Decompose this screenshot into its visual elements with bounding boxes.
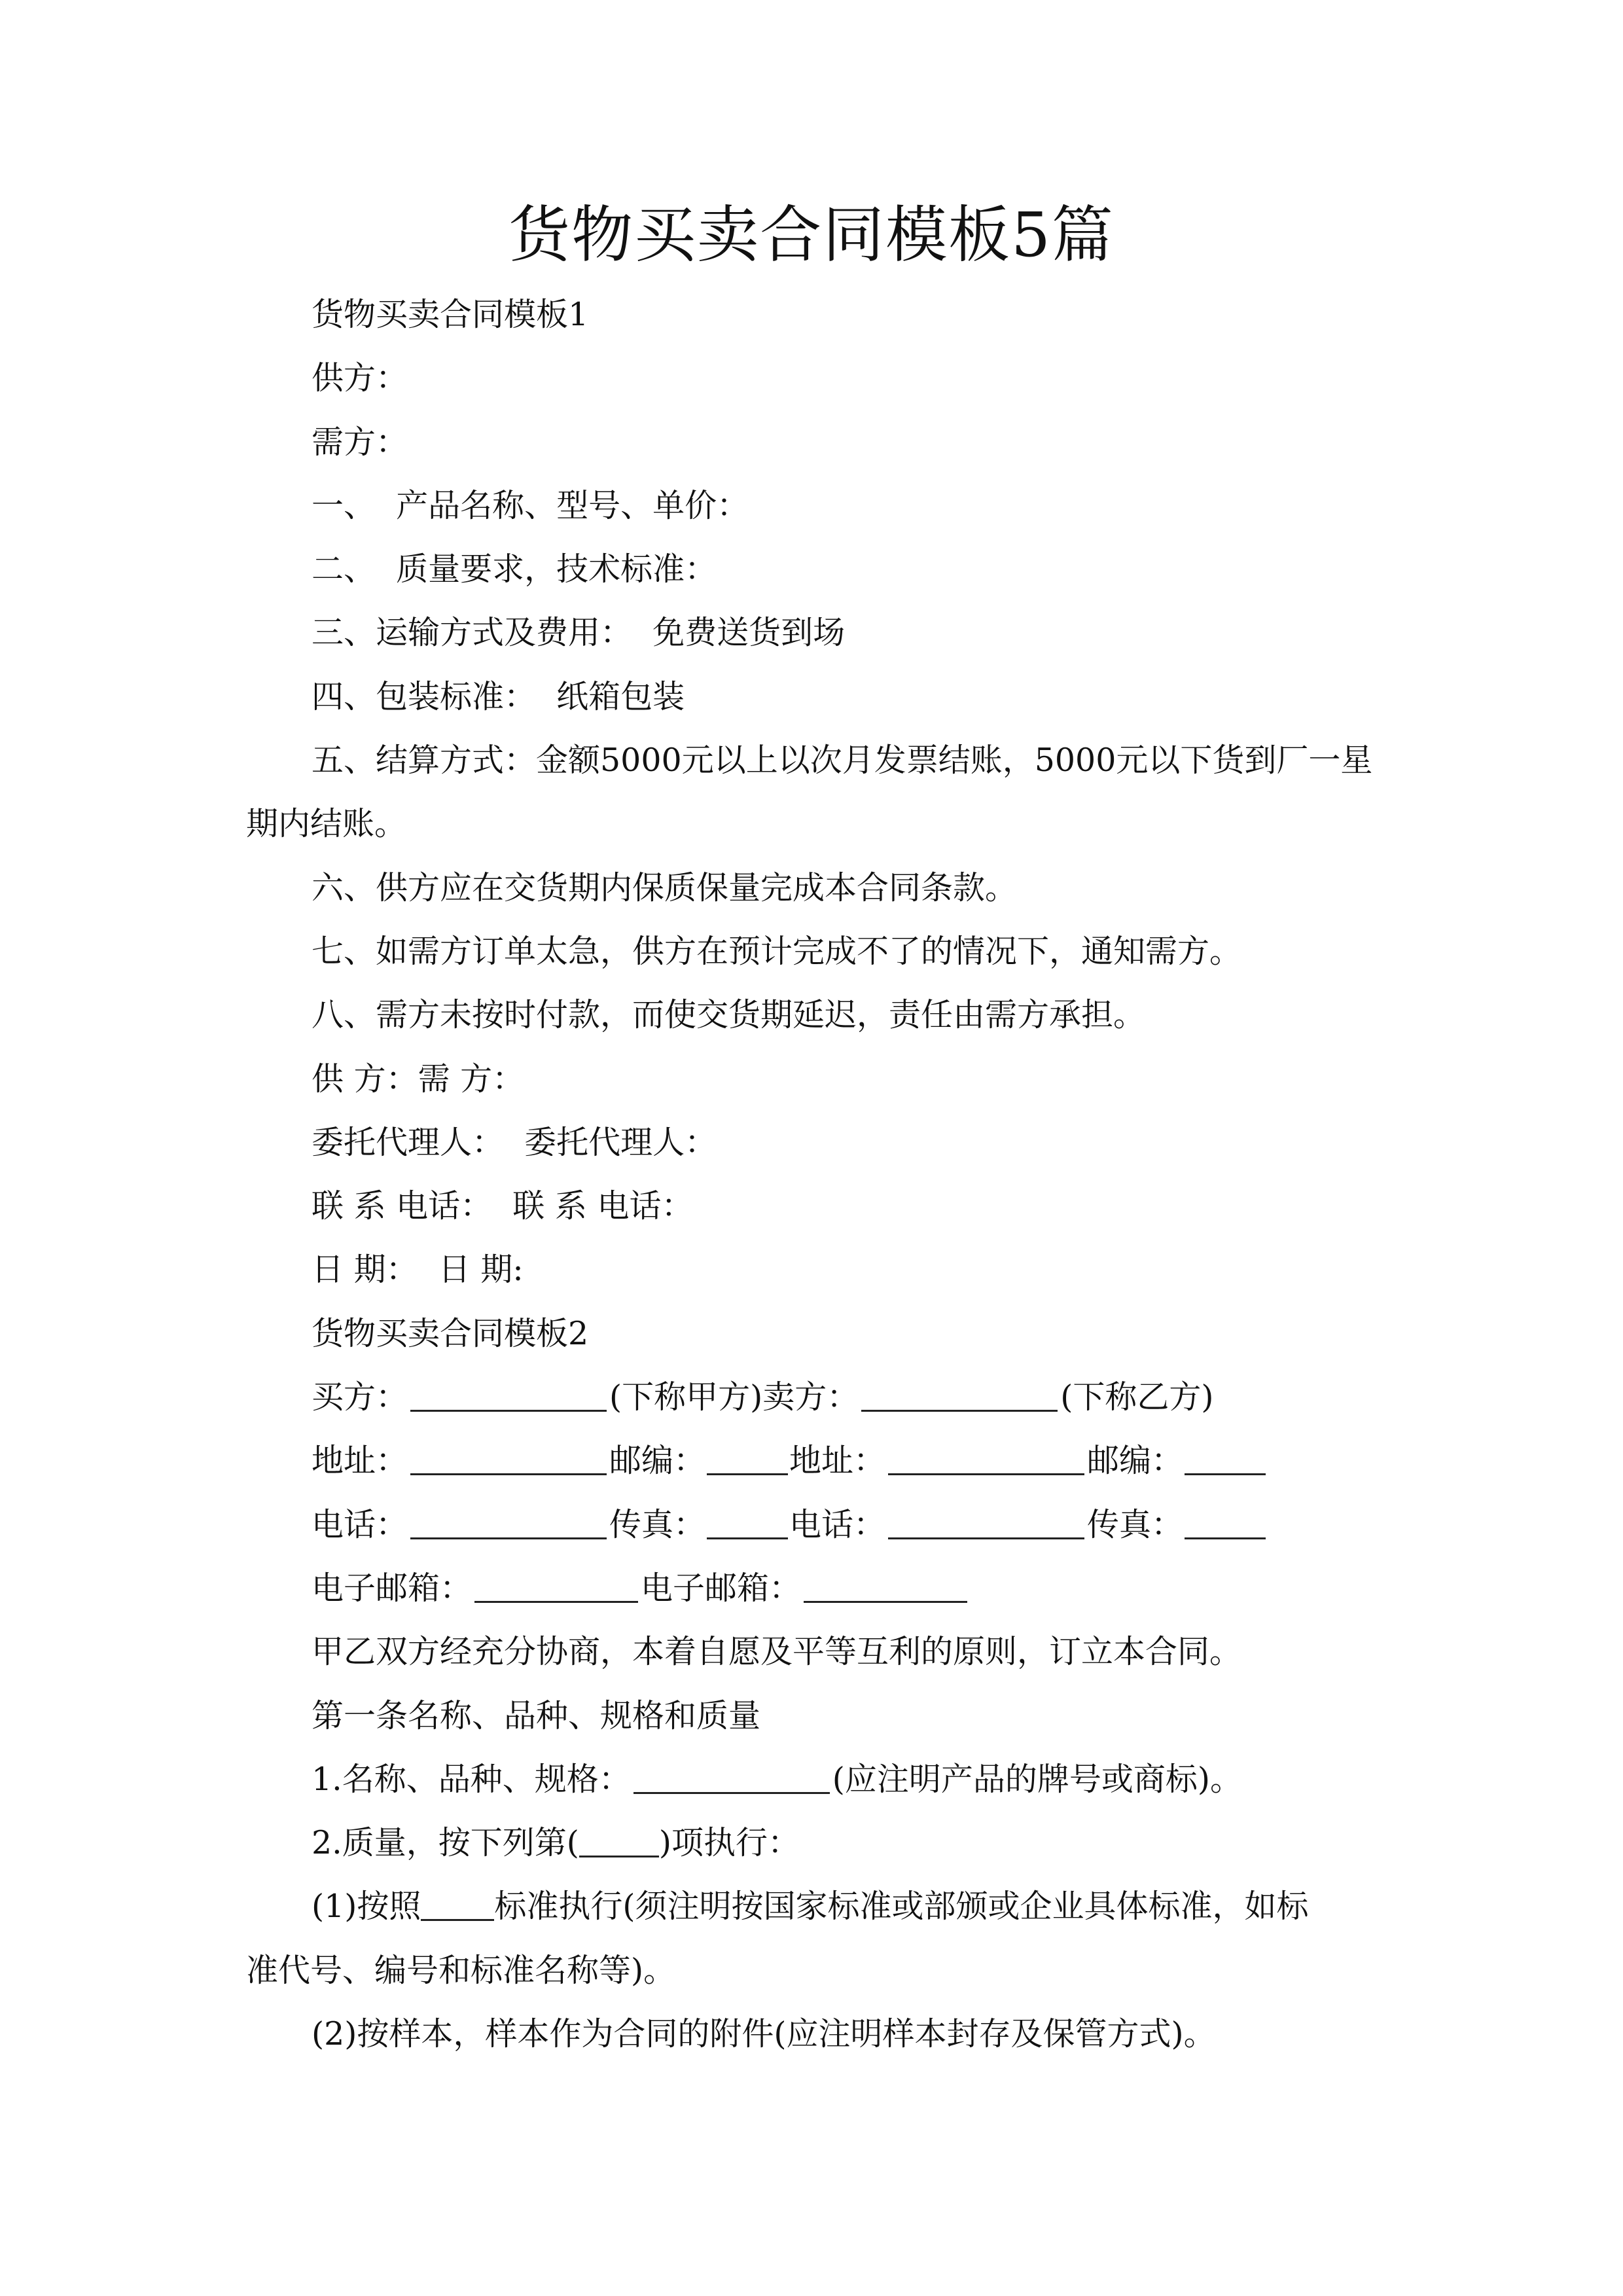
fill-in-blank bbox=[1185, 1511, 1266, 1539]
paragraph-line bbox=[246, 856, 1378, 920]
fill-in-blank bbox=[421, 1893, 494, 1921]
paragraph-line bbox=[246, 1620, 1378, 1683]
paragraph-line bbox=[246, 920, 1378, 983]
text-segment: 邮编： bbox=[1087, 1442, 1184, 1480]
fill-in-blank bbox=[888, 1447, 1084, 1475]
text-segment: 期内结账。 bbox=[246, 805, 407, 843]
paragraph-line bbox=[246, 1365, 1378, 1429]
paragraph-line bbox=[246, 665, 1378, 728]
paragraph-line bbox=[246, 983, 1378, 1047]
text-segment: 第一条名称、品种、规格和质量 bbox=[312, 1696, 761, 1734]
document-title: 货物买卖合同模板5篇 bbox=[508, 200, 1115, 271]
paragraph-line bbox=[246, 1429, 1378, 1492]
text-segment: 2.质量，按下列第( bbox=[312, 1824, 579, 1862]
text-segment: 委托代理人： 委托代理人： bbox=[312, 1123, 717, 1161]
fill-in-blank bbox=[707, 1511, 788, 1539]
text-segment: 供 方：需 方： bbox=[312, 1060, 525, 1098]
fill-in-blank bbox=[410, 1511, 607, 1539]
text-segment: )项执行： bbox=[658, 1824, 800, 1862]
paragraph-line bbox=[246, 410, 1378, 474]
fill-in-blank bbox=[707, 1447, 788, 1475]
text-segment: 地址： bbox=[789, 1442, 886, 1480]
fill-in-blank bbox=[474, 1575, 638, 1603]
paragraph-line bbox=[246, 1111, 1378, 1174]
paragraph-line bbox=[246, 728, 1378, 792]
paragraph-line bbox=[246, 537, 1378, 601]
text-segment: 电话： bbox=[789, 1505, 886, 1543]
text-segment: (下称乙方) bbox=[1060, 1378, 1214, 1416]
paragraph-line bbox=[246, 1684, 1378, 1748]
text-segment: 货物买卖合同模板2 bbox=[312, 1314, 589, 1352]
text-segment: 六、供方应在交货期内保质保量完成本合同条款。 bbox=[312, 869, 1018, 906]
paragraph-line bbox=[246, 1174, 1378, 1238]
paragraph-line bbox=[246, 1302, 1378, 1365]
fill-in-blank bbox=[633, 1766, 830, 1794]
paragraph-line bbox=[246, 1238, 1378, 1301]
paragraph-line bbox=[246, 2002, 1378, 2066]
text-segment: 电话： bbox=[312, 1505, 408, 1543]
text-segment: 需方： bbox=[312, 423, 408, 461]
text-segment: 三、运输方式及费用： 免费送货到场 bbox=[312, 614, 846, 652]
paragraph-line bbox=[246, 1493, 1378, 1556]
paragraph-line bbox=[246, 792, 1378, 855]
text-segment: 联 系 电话： 联 系 电话： bbox=[312, 1187, 694, 1225]
document-body bbox=[246, 283, 1378, 2066]
paragraph-line bbox=[246, 1047, 1378, 1111]
text-segment: (应注明产品的牌号或商标)。 bbox=[832, 1760, 1242, 1798]
paragraph-line bbox=[246, 283, 1378, 346]
fill-in-blank bbox=[410, 1384, 607, 1412]
text-segment: 准代号、编号和标准名称等)。 bbox=[246, 1951, 676, 1989]
text-segment: 七、如需方订单太急，供方在预计完成不了的情况下，通知需方。 bbox=[312, 932, 1242, 970]
text-segment: 供方： bbox=[312, 359, 408, 397]
text-segment: 货物买卖合同模板1 bbox=[312, 296, 589, 333]
text-segment: (下称甲方)卖方： bbox=[609, 1378, 859, 1416]
paragraph-line bbox=[246, 1874, 1378, 1938]
text-segment: 传真： bbox=[609, 1505, 706, 1543]
text-segment: 标准执行(须注明按国家标准或部颁或企业具体标准，如标 bbox=[494, 1888, 1309, 1926]
text-segment: 甲乙双方经充分协商，本着自愿及平等互利的原则，订立本合同。 bbox=[312, 1633, 1242, 1671]
paragraph-line bbox=[246, 601, 1378, 664]
text-segment: (1)按照 bbox=[312, 1888, 421, 1926]
text-segment: 一、 产品名称、型号、单价： bbox=[312, 486, 749, 524]
text-segment: 地址： bbox=[312, 1442, 408, 1480]
text-segment: 八、需方未按时付款，而使交货期延迟，责任由需方承担。 bbox=[312, 996, 1146, 1034]
text-segment: 买方： bbox=[312, 1378, 408, 1416]
fill-in-blank bbox=[1185, 1447, 1266, 1475]
fill-in-blank bbox=[579, 1829, 659, 1857]
text-segment: 五、结算方式：金额5000元以上以次月发票结账，5000元以下货到厂一星 bbox=[312, 742, 1373, 780]
fill-in-blank bbox=[804, 1575, 967, 1603]
text-segment: 电子邮箱： bbox=[641, 1569, 802, 1607]
text-segment: 四、包装标准： 纸箱包装 bbox=[312, 677, 685, 715]
paragraph-line bbox=[246, 1748, 1378, 1811]
text-segment: 传真： bbox=[1087, 1505, 1184, 1543]
paragraph-line bbox=[246, 474, 1378, 537]
text-segment: 日 期： 日 期: bbox=[312, 1251, 524, 1289]
fill-in-blank bbox=[861, 1384, 1058, 1412]
paragraph-line bbox=[246, 1811, 1378, 1874]
text-segment: 电子邮箱： bbox=[312, 1569, 473, 1607]
text-segment: 1.名称、品种、规格： bbox=[312, 1760, 631, 1798]
fill-in-blank bbox=[888, 1511, 1084, 1539]
paragraph-line bbox=[246, 1556, 1378, 1620]
text-segment: 邮编： bbox=[609, 1442, 706, 1480]
text-segment: (2)按样本，样本作为合同的附件(应注明样本封存及保管方式)。 bbox=[312, 2015, 1216, 2053]
fill-in-blank bbox=[410, 1447, 607, 1475]
paragraph-line bbox=[246, 1939, 1378, 2002]
text-segment: 二、 质量要求，技术标准： bbox=[312, 550, 717, 588]
paragraph-line bbox=[246, 346, 1378, 410]
